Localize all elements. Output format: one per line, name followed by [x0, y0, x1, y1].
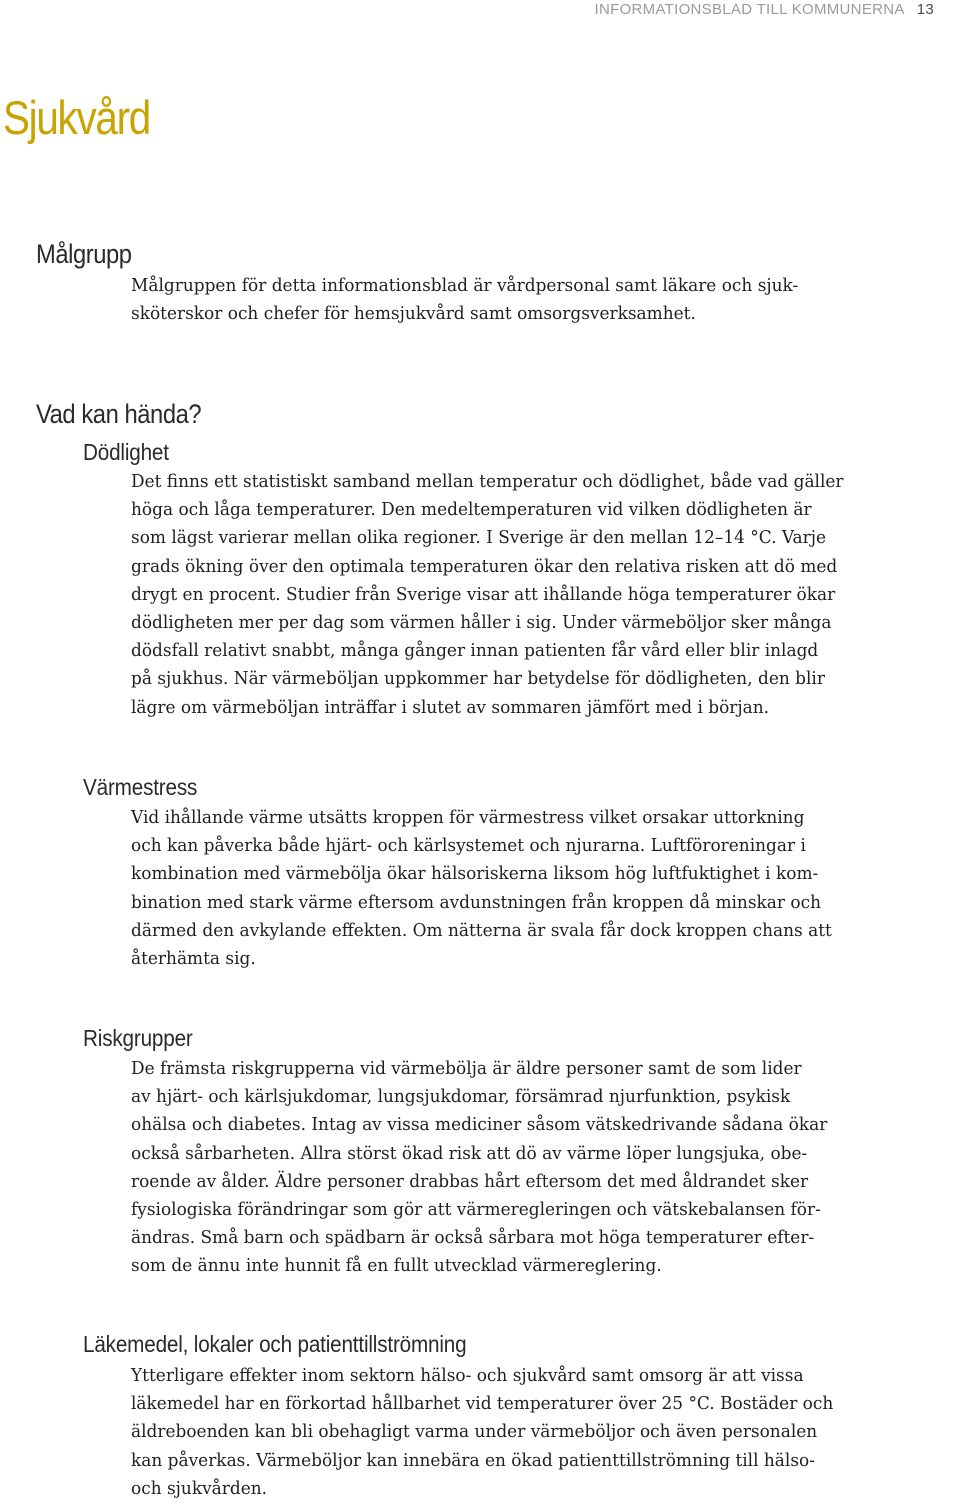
subheading-dodlighet: Dödlighet [83, 439, 169, 465]
paragraph-malgrupp [131, 272, 930, 328]
subheading-lakemedel: Läkemedel, lokaler och patienttillströmning [83, 1331, 467, 1357]
text-line: Vid ihållande värme utsätts kroppen för värmestress vilket orsakar uttorkning [131, 808, 805, 828]
text-line: ändras. Små barn och spädbarn är också sårbara mot höga temperaturer efter- [131, 1228, 815, 1249]
text-line: läkemedel har en förkortad hållbarhet vid temperaturer över 25 °C. Bostäder och [131, 1394, 834, 1415]
text-line: Ytterligare effekter inom sektorn hälso- och sjukvård samt omsorg är att vissa [131, 1366, 804, 1386]
text-line: kan påverkas. Värmeböljor kan innebära en ökad patienttillströmning till hälso- [131, 1450, 815, 1471]
text-line: De främsta riskgrupperna vid värmebölja är äldre personer samt de som lider [131, 1059, 802, 1079]
text-line: dödsfall relativt snabbt, många gånger innan patienten får vård eller blir inlagd [131, 641, 819, 662]
text-line: Det finns ett statistiskt samband mellan temperatur och dödlighet, både vad gäller [131, 472, 844, 492]
text-line: därmed den avkylande effekten. Om nätterna är svala får dock kroppen chans att [131, 920, 832, 941]
text-line: roende av ålder. Äldre personer drabbas hårt eftersom det med åldrandet sker [131, 1171, 809, 1192]
text-line: återhämta sig. [131, 949, 256, 970]
paragraph-varmestress [131, 804, 930, 973]
text-line: fysiologiska förändringar som gör att värmeregleringen och vätskebalansen för- [131, 1200, 821, 1221]
text-line: också sårbarheten. Allra störst ökad risk att dö av värme löper lungsjuka, obe- [131, 1143, 808, 1164]
chapter-title: Sjukvård [3, 91, 150, 144]
section-heading-vad-kan-handa: Vad kan hända? [36, 399, 202, 429]
running-header [595, 0, 935, 20]
section-heading-malgrupp: Målgrupp [36, 239, 132, 269]
text-line: höga och låga temperaturer. Den medeltemperaturen vid vilken dödligheten är [131, 500, 812, 521]
paragraph-riskgrupper [131, 1055, 930, 1281]
text-line: ohälsa och diabetes. Intag av vissa mediciner såsom vätskedrivande sådana ökar [131, 1115, 828, 1136]
text-line: och kan påverka både hjärt- och kärlsystemet och njurarna. Luftföroreningar i [131, 836, 806, 857]
page-number: 13 [916, 1, 934, 18]
text-line: av hjärt- och kärlsjukdomar, lungsjukdomar, försämrad njurfunktion, psykisk [131, 1087, 791, 1108]
text-line: grads ökning över den optimala temperaturen ökar den relativa risken att dö med [131, 556, 838, 577]
paragraph-lakemedel [131, 1362, 930, 1503]
text-line: som lägst varierar mellan olika regioner. I Sverige är den mellan 12–14 °C. Varje [131, 528, 827, 549]
text-line: på sjukhus. När värmeböljan uppkommer har betydelse för dödligheten, den blir [131, 669, 825, 690]
text-line: sköterskor och chefer för hemsjukvård samt omsorgsverksamhet. [131, 304, 696, 325]
subheading-varmestress: Värmestress [83, 774, 198, 800]
paragraph-dodlighet [131, 468, 930, 722]
text-line: äldreboenden kan bli obehagligt varma under värmeböljor och även personalen [131, 1422, 818, 1443]
text-line: bination med stark värme eftersom avdunstningen från kroppen då minskar och [131, 892, 822, 913]
text-line: lägre om värmeböljan inträffar i slutet av sommaren jämfört med i början. [131, 697, 770, 718]
text-line: drygt en procent. Studier från Sverige visar att ihållande höga temperaturer ökar [131, 584, 836, 605]
text-line: kombination med värmebölja ökar hälsoriskerna liksom hög luftfuktighet i kom- [131, 864, 819, 885]
subheading-riskgrupper: Riskgrupper [83, 1025, 193, 1051]
text-line: dödligheten mer per dag som värmen håller i sig. Under värmeböljor sker många [131, 613, 832, 634]
text-line: och sjukvården. [131, 1478, 268, 1499]
text-line: Målgruppen för detta informationsblad är vårdpersonal samt läkare och sjuk- [131, 276, 799, 296]
text-line: som de ännu inte hunnit få en fullt utvecklad värmereglering. [131, 1256, 662, 1277]
running-title: INFORMATIONSBLAD TILL KOMMUNERNA [594, 1, 905, 18]
